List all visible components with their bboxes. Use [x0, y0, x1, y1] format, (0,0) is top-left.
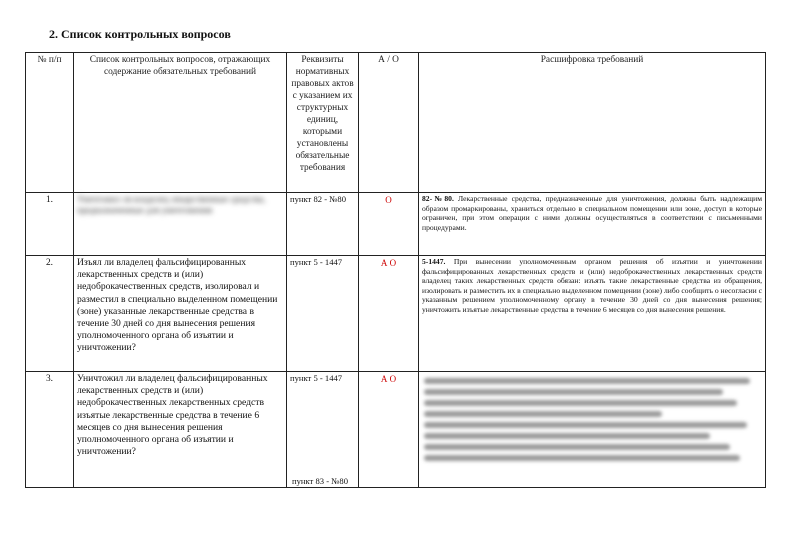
section-heading: 2. Список контрольных вопросов	[49, 27, 231, 41]
table-header-row	[26, 53, 766, 193]
row-ao: А О	[359, 256, 419, 372]
row-details: 5-1447. При вынесении уполномоченным органом решения об изъятии и уничтожении фальсифицированных лекарственных средств и (или) недоброкачественных лекарственных средств владелец таких лекарственных средств обязан: изъять такие лекарственные средства из обращения, изолировать и разместить их в специально выделенном помещении (зоне) либо сообщить о несогласии с указанным решением уполномоченному органу в течение 30 дней со дня вынесения решения; уничтожить изъятые лекарственные средства в течение 6 месяцев со дня вынесения решения.	[419, 256, 766, 372]
row-num: 2.	[26, 256, 74, 372]
row-ao: А О	[359, 372, 419, 488]
checklist-table	[25, 52, 766, 488]
row-num: 3.	[26, 372, 74, 488]
row-question: Изъял ли владелец фальсифицированных лекарственных средств и (или) недоброкачественных средств, изолировал и разместил в специально выделенном помещении (зоне) указанные лекарственные средства в течение 30 дней со дня вынесения решения уполномоченного органа об изъятии и уничтожении?	[74, 256, 287, 372]
header-requisites: Реквизиты нормативных правовых актов с указанием их структурных единиц, которыми установлены обязательные требования	[287, 53, 359, 193]
row-ao: О	[359, 193, 419, 256]
header-question: Список контрольных вопросов, отражающих содержание обязательных требований	[74, 53, 287, 193]
row-requisite: пункт 5 - 1447 пункт 83 - №80	[287, 372, 359, 488]
row-requisite: пункт 5 - 1447	[287, 256, 359, 372]
row-question-blurred: Уничтожил ли владелец лекарственные средства, предназначенные для уничтожения	[74, 193, 287, 256]
header-details: Расшифровка требований	[419, 53, 766, 193]
row-requisite-extra: пункт 83 - №80	[292, 476, 349, 486]
row-num: 1.	[26, 193, 74, 256]
row-details-blurred	[419, 372, 766, 488]
table-row	[26, 256, 766, 372]
table-row	[26, 372, 766, 488]
table-row	[26, 193, 766, 256]
header-num: № п/п	[26, 53, 74, 193]
row-details: 82-№80. Лекарственные средства, предназначенные для уничтожения, должны быть надлежащим образом промаркированы, храниться отдельно в специальном помещении или зоне, доступ в которые ограничен, при этом операции с ними должны осуществляться в соответствии с письменными процедурами.	[419, 193, 766, 256]
row-requisite: пункт 82 - №80	[287, 193, 359, 256]
row-question: Уничтожил ли владелец фальсифицированных лекарственных средств и (или) недоброкачественных лекарственных средств изъятые лекарственные средства в течение 6 месяцев со дня вынесения решения уполномоченного органа об изъятии и уничтожении?	[74, 372, 287, 488]
header-ao: А / О	[359, 53, 419, 193]
